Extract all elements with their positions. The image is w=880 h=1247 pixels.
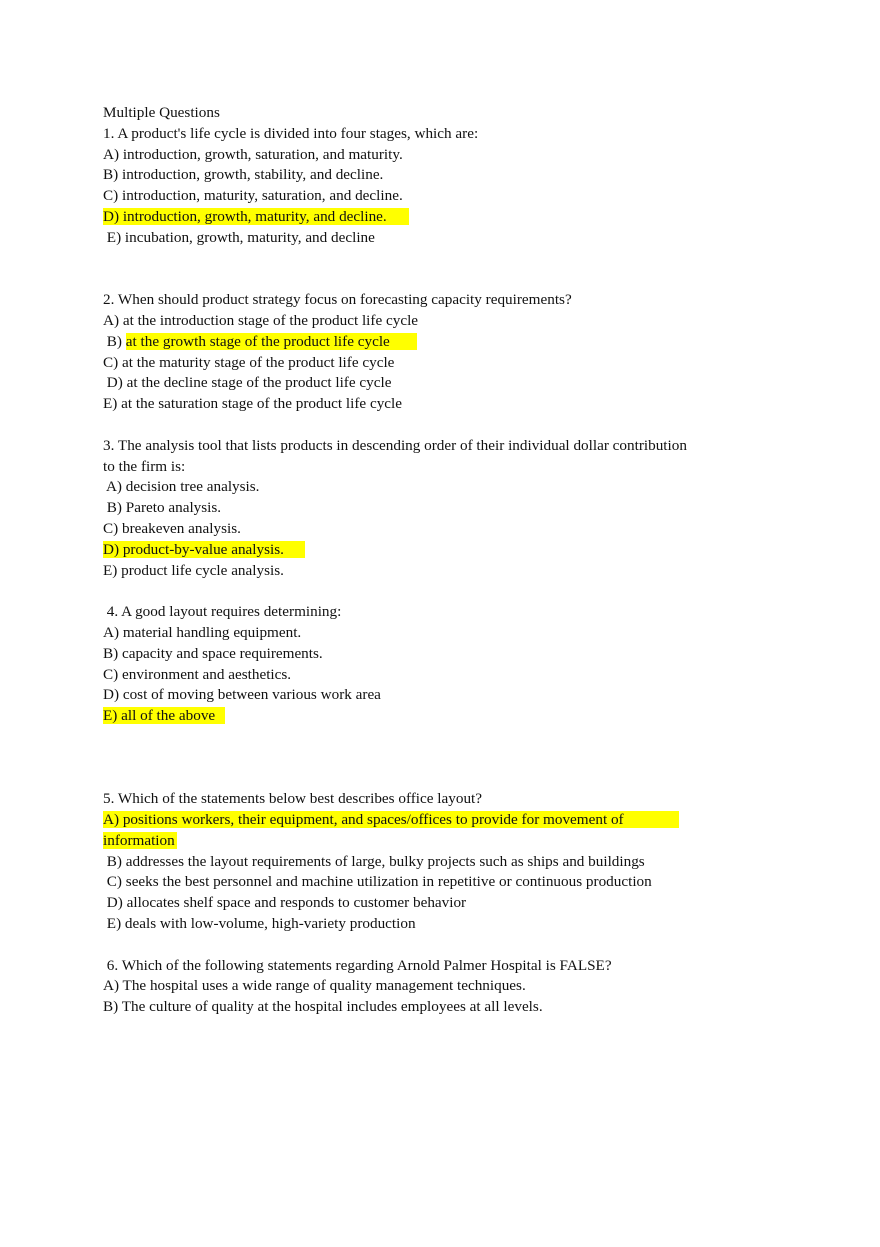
q2-option-e: E) at the saturation stage of the product life cycle <box>103 395 402 413</box>
question-3-line-1: 3. The analysis tool that lists products in descending order of their individual dollar contribution <box>103 436 687 454</box>
q3-option-d-highlighted <box>103 540 743 561</box>
q5-option-e: E) deals with low-volume, high-variety production <box>103 915 416 933</box>
q1-option-e: E) incubation, growth, maturity, and decline <box>103 228 375 246</box>
q4-option-a: A) material handling equipment. <box>103 623 302 641</box>
q6-option-b: B) The culture of quality at the hospital includes employees at all levels. <box>103 998 543 1016</box>
q1-answer-highlight: D) introduction, growth, maturity, and decline. <box>103 208 409 225</box>
question-2: 2. When should product strategy focus on forecasting capacity requirements? <box>103 291 572 309</box>
q2-answer-highlight: at the growth stage of the product life cycle <box>126 333 417 350</box>
q3-option-e: E) product life cycle analysis. <box>103 561 284 579</box>
q4-option-c: C) environment and aesthetics. <box>103 665 292 683</box>
q3-option-b: B) Pareto analysis. <box>103 499 222 517</box>
q4-option-e-highlighted <box>103 706 743 727</box>
q1-option-a: A) introduction, growth, saturation, and maturity. <box>103 145 403 163</box>
question-5: 5. Which of the statements below best describes office layout? <box>103 790 483 808</box>
q5-option-a-line-1-highlighted <box>103 810 743 831</box>
question-4: 4. A good layout requires determining: <box>103 603 342 621</box>
question-6: 6. Which of the following statements regarding Arnold Palmer Hospital is FALSE? <box>103 956 612 974</box>
q4-answer-highlight: E) all of the above <box>103 707 225 724</box>
q5-answer-highlight-line-1: A) positions workers, their equipment, and spaces/offices to provide for movement of <box>103 811 679 828</box>
q5-option-a-line-2-highlighted <box>103 831 743 852</box>
q5-answer-highlight-line-2: information <box>103 831 175 849</box>
q2-option-c: C) at the maturity stage of the product life cycle <box>103 353 395 371</box>
q1-option-b: B) introduction, growth, stability, and decline. <box>103 166 384 184</box>
q3-option-c: C) breakeven analysis. <box>103 519 241 537</box>
q4-option-b: B) capacity and space requirements. <box>103 644 323 662</box>
q2-option-b-highlighted <box>103 332 743 353</box>
q2-option-a: A) at the introduction stage of the product life cycle <box>103 311 419 329</box>
q5-option-b: B) addresses the layout requirements of large, bulky projects such as ships and buildings <box>103 852 645 870</box>
question-3-line-2: to the firm is: <box>103 457 186 475</box>
q4-option-d: D) cost of moving between various work area <box>103 686 381 704</box>
document-body <box>103 103 743 1018</box>
q2-option-b-prefix: B) <box>103 332 126 350</box>
q3-answer-highlight: D) product-by-value analysis. <box>103 541 305 558</box>
q3-option-a: A) decision tree analysis. <box>103 478 260 496</box>
q1-option-d-highlighted <box>103 207 743 228</box>
q5-option-c: C) seeks the best personnel and machine utilization in repetitive or continuous production <box>103 873 652 891</box>
q6-option-a: A) The hospital uses a wide range of quality management techniques. <box>103 977 526 995</box>
q2-option-d: D) at the decline stage of the product life cycle <box>103 374 392 392</box>
question-1: 1. A product's life cycle is divided into four stages, which are: <box>103 124 479 142</box>
document-heading: Multiple Questions <box>103 104 220 121</box>
q1-option-c: C) introduction, maturity, saturation, and decline. <box>103 187 403 205</box>
q5-option-d: D) allocates shelf space and responds to customer behavior <box>103 894 467 912</box>
